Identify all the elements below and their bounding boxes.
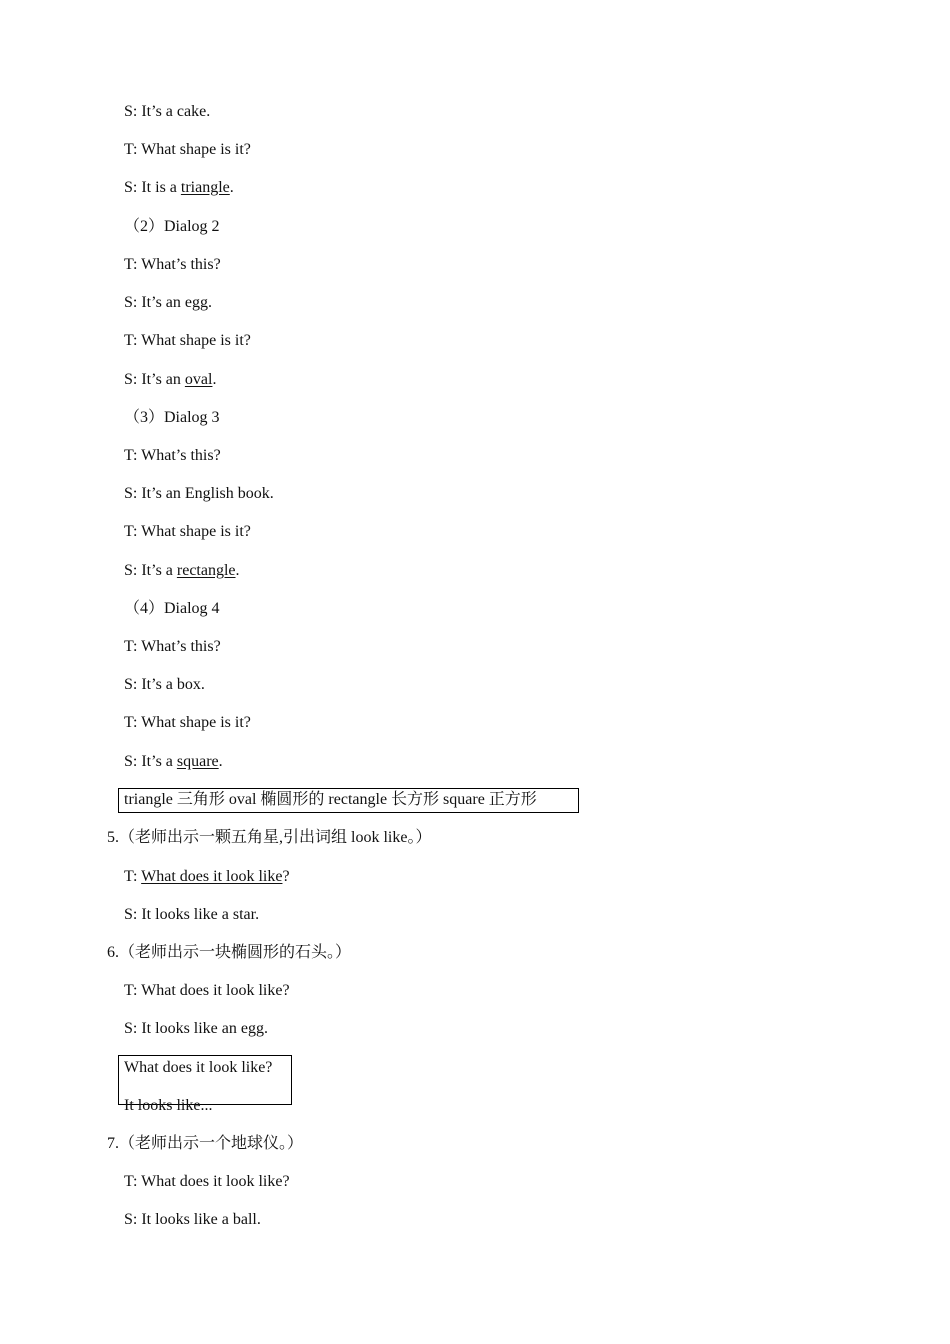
step5-student-line: S: It looks like a star.: [124, 906, 260, 923]
dialog2-teacher-line-2: T: What shape is it?: [124, 332, 251, 349]
dialog2-teacher-line-1: T: What’s this?: [124, 256, 221, 273]
pattern-question: What does it look like?: [124, 1059, 273, 1076]
step6-teacher-line: T: What does it look like?: [124, 982, 290, 999]
step5-teacher-line: [124, 867, 290, 887]
dialog2-heading: （2）Dialog 2: [124, 218, 220, 235]
answer-prefix: S: It is a: [124, 179, 181, 196]
dialog2-student-line-2: [124, 370, 216, 390]
answer-suffix: .: [218, 753, 223, 770]
dialog3-student-line-2: [124, 561, 240, 581]
dialog4-heading: （4）Dialog 4: [124, 600, 220, 617]
key-phrase-look-like: What does it look like: [141, 868, 283, 885]
dialog1-teacher-line-2: T: What shape is it?: [124, 141, 251, 158]
step5-instruction: 5.（老师出示一颗五角星,引出词组 look like。）: [107, 829, 432, 846]
keyword-rectangle: rectangle: [176, 562, 236, 579]
dialog3-student-line-1: S: It’s an English book.: [124, 485, 274, 502]
dialog3-teacher-line-1: T: What’s this?: [124, 447, 221, 464]
keyword-oval: oval: [184, 371, 213, 388]
vocabulary-text: triangle 三角形 oval 椭圆形的 rectangle 长方形 square 正方形: [124, 791, 537, 808]
answer-suffix: .: [235, 562, 240, 579]
keyword-triangle: triangle: [180, 179, 230, 196]
dialog4-student-line-1: S: It’s a box.: [124, 676, 205, 693]
step7-student-line: S: It looks like a ball.: [124, 1211, 261, 1228]
question-mark: ?: [282, 868, 290, 885]
dialog3-heading: （3）Dialog 3: [124, 409, 220, 426]
step7-teacher-line: T: What does it look like?: [124, 1173, 290, 1190]
dialog3-teacher-line-2: T: What shape is it?: [124, 523, 251, 540]
answer-suffix: .: [229, 179, 234, 196]
answer-prefix: S: It’s a: [124, 753, 177, 770]
keyword-square: square: [176, 753, 219, 770]
dialog4-student-line-2: [124, 752, 223, 772]
step6-student-line: S: It looks like an egg.: [124, 1020, 268, 1037]
dialog4-teacher-line-1: T: What’s this?: [124, 638, 221, 655]
answer-suffix: .: [212, 371, 217, 388]
step7-instruction: 7.（老师出示一个地球仪。）: [107, 1135, 304, 1152]
dialog2-student-line-1: S: It’s an egg.: [124, 294, 212, 311]
step6-instruction: 6.（老师出示一块椭圆形的石头。）: [107, 944, 352, 961]
answer-prefix: S: It’s a: [124, 562, 177, 579]
answer-prefix: S: It’s an: [124, 371, 185, 388]
dialog4-teacher-line-2: T: What shape is it?: [124, 714, 251, 731]
pattern-answer: It looks like...: [124, 1097, 213, 1114]
dialog1-student-line-2: [124, 178, 234, 198]
teacher-prefix: T:: [124, 868, 142, 885]
dialog1-student-line-1: S: It’s a cake.: [124, 103, 211, 120]
